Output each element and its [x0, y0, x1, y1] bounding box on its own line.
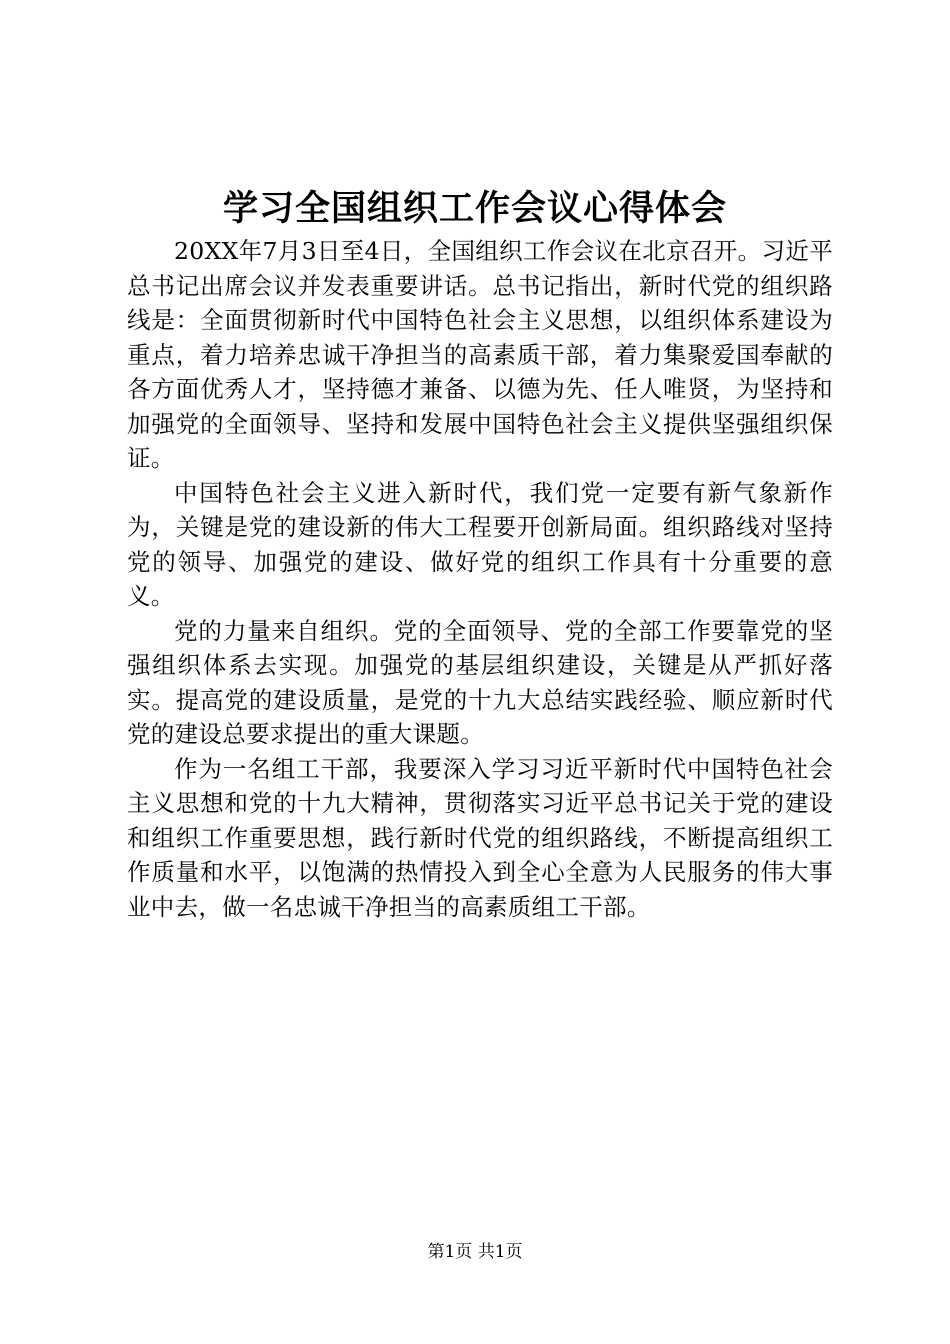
page-number-footer: 第1页 共1页 [427, 1242, 523, 1262]
document-body [127, 234, 833, 924]
paragraph-2: 中国特色社会主义进入新时代，我们党一定要有新气象新作为，关键是党的建设新的伟大工程要开创新局面。组织路线对坚持党的领导、加强党的建设、做好党的组织工作具有十分重要的意义。 [127, 478, 833, 610]
paragraph-3: 党的力量来自组织。党的全面领导、党的全部工作要靠党的坚强组织体系去实现。加强党的基层组织建设，关键是从严抓好落实。提高党的建设质量，是党的十九大总结实践经验、顺应新时代党的建设总要求提出的重大课题。 [127, 616, 833, 748]
paragraph-4: 作为一名组工干部，我要深入学习习近平新时代中国特色社会主义思想和党的十九大精神，贯彻落实习近平总书记关于党的建设和组织工作重要思想，践行新时代党的组织路线，不断提高组织工作质量和水平，以饱满的热情投入到全心全意为人民服务的伟大事业中去，做一名忠诚干净担当的高素质组工干部。 [127, 754, 833, 921]
paragraph-1: 20XX年7月3日至4日，全国组织工作会议在北京召开。习近平总书记出席会议并发表重要讲话。总书记指出，新时代党的组织路线是：全面贯彻新时代中国特色社会主义思想，以组织体系建设为重点，着力培养忠诚干净担当的高素质干部，着力集聚爱国奉献的各方面优秀人才，坚持德才兼备、以德为先、任人唯贤，为坚持和加强党的全面领导、坚持和发展中国特色社会主义提供坚强组织保证。 [127, 237, 833, 472]
document-title: 学习全国组织工作会议心得体会 [222, 189, 727, 229]
